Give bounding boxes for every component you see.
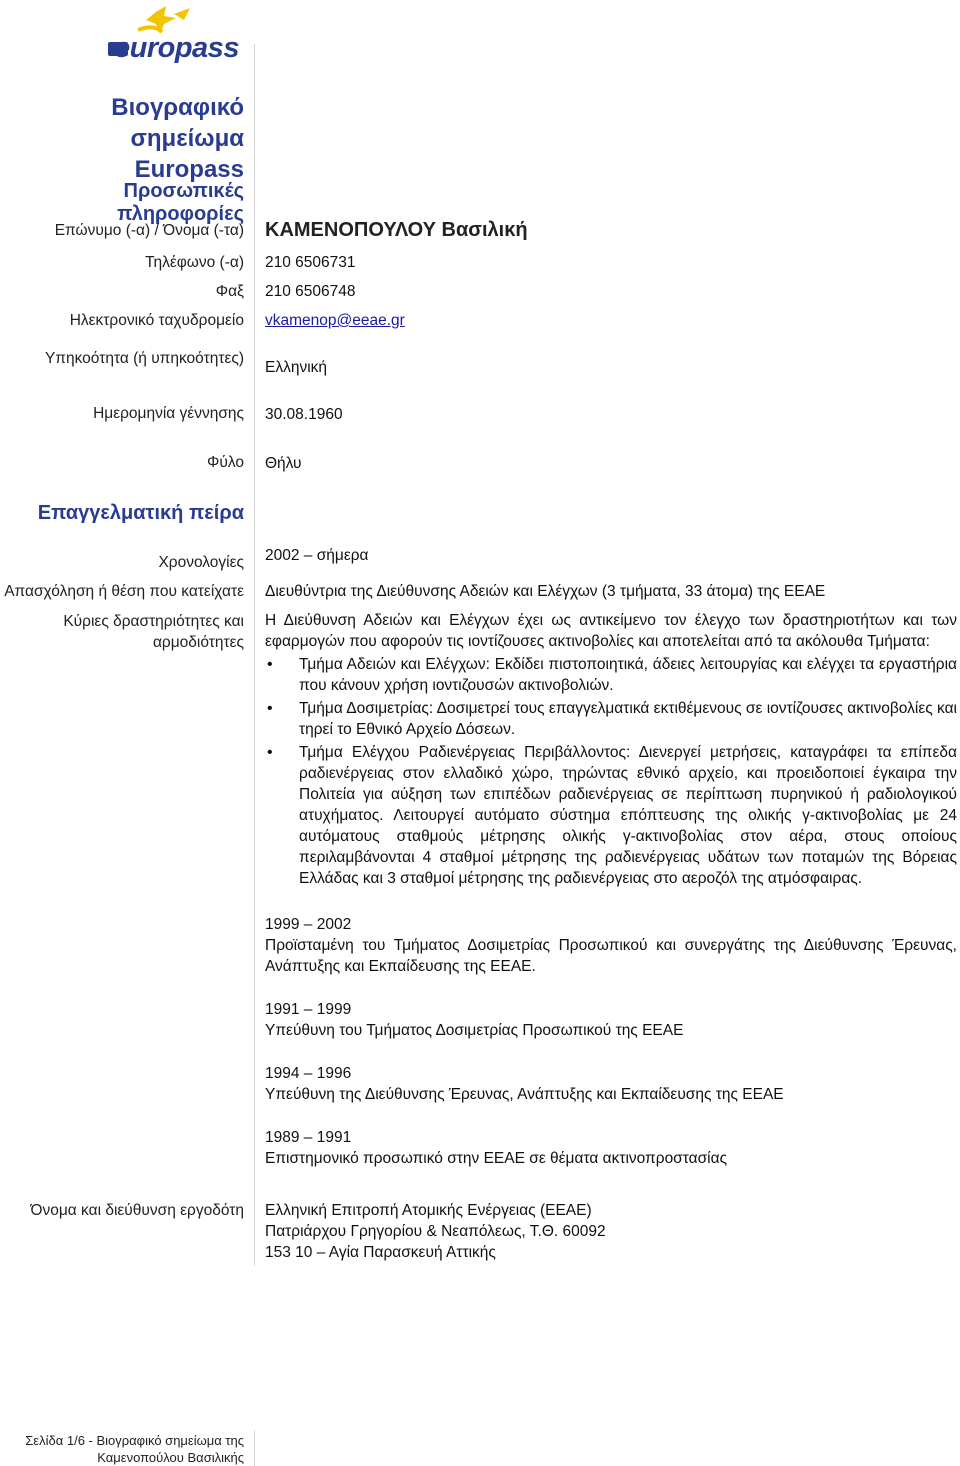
position-label: Απασχόληση ή θέση που κατείχατε (4, 583, 244, 600)
entry-text: Επιστημονικό προσωπικό στην ΕΕΑΕ σε θέματα ακτινοπροστασίας (265, 1150, 728, 1167)
page-footer (0, 1432, 244, 1466)
department-item: • Τμήμα Αδειών και Ελέγχων: Εκδίδει πιστοποιητικά, άδειες λειτουργίας και ελέγχει τα εργαστήρια που κάνουν χρήση ιοντιζουσών ακτινοβολιών. (265, 654, 957, 696)
logo-wordmark: europass (114, 32, 239, 64)
cv-title (0, 92, 244, 185)
person-name: ΚΑΜΕΝΟΠΟΥΛΟΥ Βασιλική (265, 219, 528, 241)
entry-text: Υπεύθυνη της Διεύθυνσης Έρευνας, Ανάπτυξης και Εκπαίδευσης της ΕΕΑΕ (265, 1086, 784, 1103)
department-list (265, 654, 957, 889)
phone-label: Τηλέφωνο (-α) (145, 254, 244, 271)
entry-text: Προϊσταμένη του Τμήματος Δοσιμετρίας Προσωπικού και συνεργάτης της Διεύθυνσης Έρευνας, Ανάπτυξης και Εκπαίδευσης της ΕΕΑΕ. (265, 937, 957, 975)
email-label: Ηλεκτρονικό ταχυδρομείο (69, 312, 244, 329)
title-line-1: Βιογραφικό σημείωμα (111, 94, 244, 152)
email-wrap (265, 310, 957, 331)
footer-line-2: Καμενοπούλου Βασιλικής (97, 1450, 244, 1465)
experience-entry (265, 1127, 957, 1169)
current-dates: 2002 – σήμερα (265, 547, 369, 564)
footer-divider (254, 1430, 255, 1466)
birth-value: 30.08.1960 (265, 406, 343, 423)
email-link[interactable]: vkamenop@eeae.gr (265, 312, 405, 329)
employer-block (265, 1200, 957, 1263)
activities-intro: Η Διεύθυνση Αδειών και Ελέγχων έχει ως αντικείμενο τον έλεγχο των δραστηριοτήτων και των εφαρμογών που αφορούν τις ιοντίζουσες ακτινοβολίες και αποτελείται από τα ακόλουθα Τμήματα: (265, 612, 957, 650)
department-item: • Τμήμα Δοσιμετρίας: Δοσιμετρεί τους επαγγελματικά εκτιθέμενους σε ιοντίζουσες ακτινοβολίες και τηρεί το Εθνικό Αρχείο Δόσεων. (265, 698, 957, 740)
employer-city: 153 10 – Αγία Παρασκευή Αττικής (265, 1244, 496, 1261)
department-item: • Τμήμα Ελέγχου Ραδιενέργειας Περιβάλλοντος: Διενεργεί μετρήσεις, καταγράφει τα επίπεδα ραδιενέργειας στον ελλαδικό χώρο, τηρώντας εθνικό αρχείο, και προειδοποιεί έγκαιρα την Πολιτεία για αύξηση των επιπέδων ραδιενέργειας σε περίπτωση πυρηνικού ή ραδιολογικού ατυχήματος. Λειτουργεί αυτόματο σύστημα επόπτευσης της ολικής γ-ακτινοβολίας με 24 αυτόματους σταθμούς μέτρησης ολικής γ-ακτινοβολίας στον αέρα, στους οποίους περιλαμβάνονται 4 σταθμοί μέτρησης της ραδιενέργειας υδάτων των ποταμών της Βόρειας Ελλάδας και 3 σταθμοί μέτρησης της ραδιενέργειας στο αεροζόλ της ατμόσφαιρας. (265, 742, 957, 889)
phone-value: 210 6506731 (265, 254, 356, 271)
europass-logo (104, 4, 239, 72)
fax-label: Φαξ (215, 283, 244, 300)
section-personal: Προσωπικές πληροφορίες (117, 180, 244, 225)
entry-text: Υπεύθυνη του Τμήματος Δοσιμετρίας Προσωπικού της ΕΕΑΕ (265, 1022, 684, 1039)
title-line-2: Europass (134, 156, 244, 183)
employer-label: Όνομα και διεύθυνση εργοδότη (30, 1202, 244, 1219)
activities-label: Κύριες δραστηριότητες και αρμοδιότητες (63, 613, 244, 651)
section-experience: Επαγγελματική πείρα (37, 502, 244, 524)
footer-line-1: Σελίδα 1/6 - Βιογραφικό σημείωμα της (25, 1433, 244, 1448)
employer-address: Πατριάρχου Γρηγορίου & Νεαπόλεως, Τ.Θ. 60092 (265, 1223, 606, 1240)
employer-name: Ελληνική Επιτροπή Ατομικής Ενέργειας (ΕΕΑΕ) (265, 1202, 592, 1219)
activities-block (265, 610, 957, 891)
name-label: Επώνυμο (-α) / Όνομα (-τα) (54, 222, 244, 239)
birth-label: Ημερομηνία γέννησης (93, 405, 244, 422)
column-divider (254, 44, 255, 1266)
entry-years: 1991 – 1999 (265, 1001, 352, 1018)
gender-value: Θήλυ (265, 455, 302, 472)
entry-years: 1994 – 1996 (265, 1065, 352, 1082)
experience-entry (265, 1063, 957, 1105)
dates-label: Χρονολογίες (158, 554, 244, 571)
fax-value: 210 6506748 (265, 283, 356, 300)
nationality-label: Υπηκοότητα (ή υπηκοότητες) (44, 350, 244, 367)
entry-years: 1989 – 1991 (265, 1129, 352, 1146)
entry-years: 1999 – 2002 (265, 916, 352, 933)
experience-entry (265, 914, 957, 977)
experience-entry (265, 999, 957, 1041)
gender-label: Φύλο (207, 454, 244, 471)
nationality-value: Ελληνική (265, 359, 328, 376)
current-position: Διευθύντρια της Διεύθυνσης Αδειών και Ελέγχων (3 τμήματα, 33 άτομα) της ΕΕΑΕ (265, 583, 826, 600)
